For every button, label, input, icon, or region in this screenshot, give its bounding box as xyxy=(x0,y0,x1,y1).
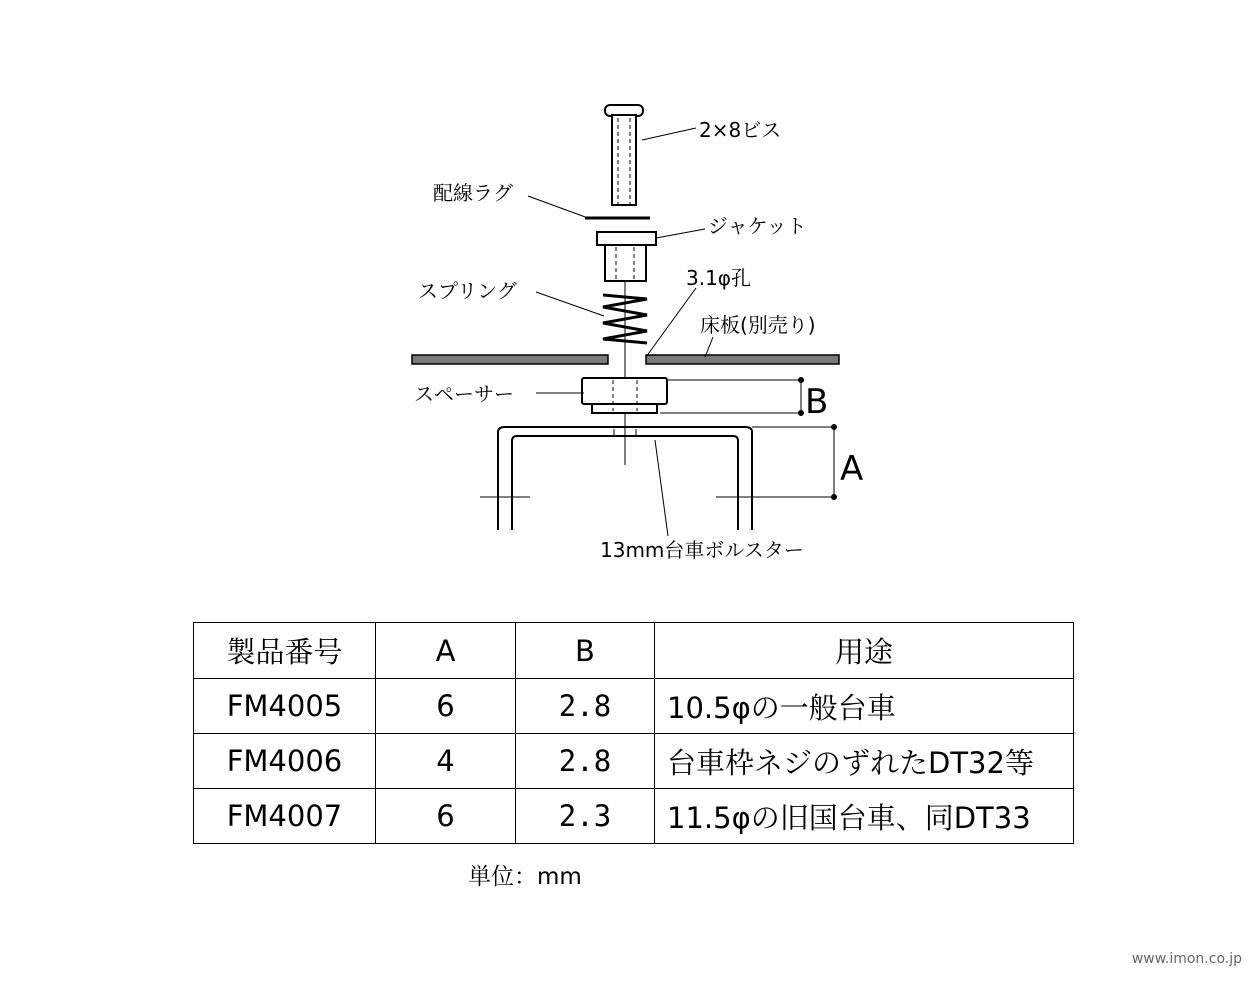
screw-label: 2×8ビス xyxy=(699,118,782,142)
header-product-no: 製品番号 xyxy=(194,623,376,679)
cell-b: 2.8 xyxy=(516,734,655,789)
cell-usage: 11.5φの旧国台車、同DT33 xyxy=(655,789,1074,844)
bolster-label: 13mm台車ボルスター xyxy=(600,538,804,562)
cell-usage: 台車枠ネジのずれたDT32等 xyxy=(655,734,1074,789)
header-usage: 用途 xyxy=(655,623,1074,679)
header-a: A xyxy=(376,623,516,679)
cell-a: 4 xyxy=(376,734,516,789)
cell-b: 2.3 xyxy=(516,789,655,844)
table-row xyxy=(194,789,1074,844)
dimension-b xyxy=(660,378,804,416)
cell-product-no: FM4007 xyxy=(194,789,376,844)
bolster-part xyxy=(480,427,835,530)
screw-part xyxy=(605,105,643,205)
cell-b: 2.8 xyxy=(516,679,655,734)
dimension-b-label: B xyxy=(805,382,829,422)
site-credit: www.imon.co.jp xyxy=(1131,951,1242,967)
spacer-part xyxy=(582,378,667,413)
cell-a: 6 xyxy=(376,679,516,734)
dimension-a-label: A xyxy=(840,449,864,489)
cell-product-no: FM4006 xyxy=(194,734,376,789)
table-row xyxy=(194,679,1074,734)
cell-product-no: FM4005 xyxy=(194,679,376,734)
table-header-row xyxy=(194,623,1074,679)
table-row xyxy=(194,734,1074,789)
dimension-a xyxy=(752,425,837,500)
floor-plate-label: 床板(別売り) xyxy=(700,313,816,337)
hole-label: 3.1φ孔 xyxy=(686,266,751,290)
jacket-part xyxy=(597,232,656,281)
cell-usage: 10.5φの一般台車 xyxy=(655,679,1074,734)
jacket-label: ジャケット xyxy=(708,214,807,238)
unit-note: 単位：mm xyxy=(468,864,582,890)
spacer-label: スペーサー xyxy=(414,382,514,406)
spring-label: スプリング xyxy=(418,279,517,303)
cell-a: 6 xyxy=(376,789,516,844)
header-b: B xyxy=(516,623,655,679)
spec-table xyxy=(193,622,1074,844)
wiring-lug-label: 配線ラグ xyxy=(433,181,513,205)
